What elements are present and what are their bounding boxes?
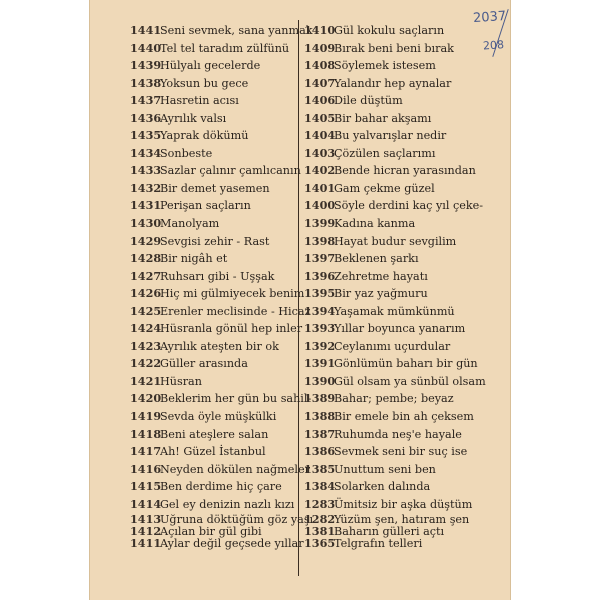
song-entry — [304, 75, 486, 93]
song-number: 1419 — [130, 409, 162, 424]
song-number: 1428 — [130, 251, 162, 266]
song-number: 1423 — [130, 338, 162, 353]
song-entry — [304, 426, 486, 444]
song-entry — [130, 197, 313, 215]
song-title: Hülyalı gecelerde — [160, 59, 261, 73]
song-number: 1435 — [130, 128, 162, 143]
song-number: 1425 — [130, 303, 162, 318]
song-entry — [304, 268, 486, 286]
song-number: 1436 — [130, 110, 162, 125]
song-number: 1408 — [304, 58, 336, 73]
song-title: Ayrılık valsı — [160, 111, 227, 125]
song-number: 1410 — [304, 23, 336, 37]
song-entry — [130, 127, 313, 145]
song-number: 1399 — [304, 216, 336, 231]
right-song-column — [304, 22, 486, 549]
song-entry — [304, 355, 486, 373]
song-title: Dile düştüm — [334, 94, 403, 108]
song-entry — [130, 75, 313, 93]
song-entry — [130, 268, 313, 286]
song-title: Sazlar çalınır çamlıcanın — [160, 164, 301, 178]
song-number: 1441 — [130, 23, 162, 37]
song-entry — [304, 145, 486, 163]
song-entry — [130, 443, 313, 461]
song-entry — [130, 162, 313, 180]
song-entry — [304, 180, 486, 198]
song-entry — [304, 250, 486, 268]
song-number: 1416 — [130, 461, 162, 476]
song-title: Unuttum seni ben — [334, 462, 436, 476]
song-entry — [304, 408, 486, 426]
song-title: Yaprak dökümü — [160, 129, 249, 143]
song-title: Erenler meclisinde - Hicaz — [160, 304, 311, 318]
song-title: Beni ateşlere salan — [160, 427, 269, 441]
song-title: Ah! Güzel İstanbul — [160, 445, 266, 459]
song-number: 1427 — [130, 268, 162, 283]
song-number: 1417 — [130, 444, 162, 459]
handwritten-subnumber: 208 — [482, 38, 505, 53]
song-title: Sevmek seni bir suç ise — [334, 445, 468, 459]
song-entry — [130, 478, 313, 496]
song-entry — [130, 22, 313, 40]
song-entry — [130, 408, 313, 426]
song-number: 1438 — [130, 75, 162, 90]
song-title: Solarken dalında — [334, 480, 431, 494]
song-title: Neyden dökülen nağmeler — [160, 462, 310, 476]
song-entry — [304, 215, 486, 233]
song-entry — [130, 40, 313, 58]
song-entry — [130, 303, 313, 321]
song-entry — [304, 303, 486, 321]
song-title: Hiç mi gülmiyecek benim — [160, 287, 305, 301]
left-song-column — [130, 22, 313, 549]
song-number: 1409 — [304, 40, 336, 55]
song-number: 1431 — [130, 198, 162, 213]
song-title: Perişan saçların — [160, 199, 251, 213]
song-title: Ruhsarı gibi - Uşşak — [160, 269, 275, 283]
song-entry — [304, 338, 486, 356]
song-entry — [130, 355, 313, 373]
song-entry — [130, 426, 313, 444]
song-entry — [130, 145, 313, 163]
handwritten-number: 2037 — [472, 8, 507, 27]
song-entry — [130, 233, 313, 251]
song-number: 1412 — [130, 524, 162, 539]
song-title: Beklerim her gün bu sahil- — [160, 392, 312, 406]
song-number: 1397 — [304, 251, 336, 266]
song-title: Hayat budur sevgilim — [334, 234, 457, 248]
song-title: Kadına kanma — [334, 217, 416, 231]
song-number: 1389 — [304, 391, 336, 406]
song-entry — [304, 461, 486, 479]
song-title: Ben derdime hiç çare — [160, 480, 282, 494]
song-number: 1414 — [130, 496, 162, 511]
song-entry — [304, 162, 486, 180]
song-entry — [304, 496, 486, 514]
song-number: 1424 — [130, 321, 162, 336]
song-entry — [130, 537, 313, 549]
song-title: Sonbeste — [160, 146, 213, 160]
song-title: Gül olsam ya sünbül olsam — [334, 374, 486, 388]
song-entry — [130, 110, 313, 128]
song-title: Gönlümün baharı bir gün — [334, 357, 478, 371]
song-number: 1421 — [130, 373, 162, 388]
song-entry — [304, 92, 486, 110]
song-entry — [304, 57, 486, 75]
song-title: Manolyam — [160, 217, 220, 231]
song-number: 1415 — [130, 479, 162, 494]
song-title: Bir nigâh et — [160, 252, 228, 266]
song-number: 1381 — [304, 524, 336, 539]
song-entry — [130, 496, 313, 514]
song-entry — [130, 285, 313, 303]
song-entry — [304, 22, 486, 40]
song-number: 1390 — [304, 373, 336, 388]
song-number: 1437 — [130, 93, 162, 108]
song-number: 1400 — [304, 198, 336, 213]
song-title: Bir yaz yağmuru — [334, 287, 428, 301]
song-entry — [304, 478, 486, 496]
song-number: 1398 — [304, 233, 336, 248]
song-number: 1401 — [304, 180, 336, 195]
song-title: Yüzüm şen, hatıram şen — [334, 513, 470, 527]
song-entry — [130, 320, 313, 338]
song-entry — [304, 197, 486, 215]
song-title: Bir bahar akşamı — [334, 111, 432, 125]
song-number: 1434 — [130, 145, 162, 160]
song-title: Bu yalvarışlar nedir — [334, 129, 447, 143]
song-number: 1420 — [130, 391, 162, 406]
song-title: Seni sevmek, sana yanmak — [160, 24, 313, 37]
song-title: Yalandır hep aynalar — [334, 76, 452, 90]
song-number: 1403 — [304, 145, 336, 160]
song-number: 1433 — [130, 163, 162, 178]
song-title: Bırak beni beni bırak — [334, 41, 454, 55]
song-number: 1395 — [304, 286, 336, 301]
song-title: Bir emele bin ah çeksem — [334, 410, 474, 424]
song-number: 1422 — [130, 356, 162, 371]
song-entry — [304, 233, 486, 251]
song-title: Ceylanımı uçurdular — [334, 339, 451, 353]
song-number: 1384 — [304, 479, 336, 494]
song-title: Gül kokulu saçların — [334, 24, 445, 37]
song-number: 1393 — [304, 321, 336, 336]
song-number: 1404 — [304, 128, 336, 143]
song-number: 1388 — [304, 409, 336, 424]
song-entry — [304, 127, 486, 145]
song-title: Beklenen şarkı — [334, 252, 419, 266]
song-entry — [130, 338, 313, 356]
song-number: 1392 — [304, 338, 336, 353]
song-entry — [304, 110, 486, 128]
song-title: Bir demet yasemen — [160, 181, 270, 195]
song-title: Sevda öyle müşkülki — [160, 410, 277, 424]
song-title: Hüsranla gönül hep inler — [160, 322, 303, 336]
song-title: Söylemek istesem — [334, 59, 436, 73]
song-number: 1413 — [130, 512, 162, 527]
song-entry — [130, 461, 313, 479]
song-title: Gel ey denizin nazlı kızı — [160, 497, 295, 511]
song-entry — [130, 250, 313, 268]
song-number: 1439 — [130, 58, 162, 73]
song-number: 1405 — [304, 110, 336, 125]
song-entry — [304, 40, 486, 58]
song-entry — [304, 373, 486, 391]
song-title: Baharın gülleri açtı — [334, 525, 445, 539]
song-title: Hüsran — [160, 374, 202, 388]
song-number: 1402 — [304, 163, 336, 178]
song-title: Çözülen saçlarımı — [334, 146, 436, 160]
song-title: Yıllar boyunca yanarım — [334, 322, 466, 336]
song-number: 1396 — [304, 268, 336, 283]
song-number: 1418 — [130, 426, 162, 441]
song-number: 1394 — [304, 303, 336, 318]
song-title: Tel tel taradım zülfünü — [160, 41, 290, 55]
song-entry — [130, 57, 313, 75]
song-title: Hasretin acısı — [160, 94, 239, 108]
song-title: Ruhumda neş'e hayale — [334, 427, 462, 441]
song-entry — [130, 180, 313, 198]
song-number: 1407 — [304, 75, 336, 90]
song-title: Gam çekme güzel — [334, 181, 435, 195]
song-title: Yoksun bu gece — [160, 76, 249, 90]
song-title: Bahar; pembe; beyaz — [334, 392, 454, 406]
song-title: Uğruna döktüğüm göz yaşı — [160, 513, 314, 527]
song-entry — [304, 390, 486, 408]
song-number: 1429 — [130, 233, 162, 248]
song-title: Ümitsiz bir aşka düştüm — [334, 497, 473, 511]
song-entry — [304, 285, 486, 303]
song-entry — [304, 320, 486, 338]
song-title: Aylar değil geçsede yıllar — [160, 537, 304, 551]
song-title: Yaşamak mümkünmü — [334, 304, 455, 318]
song-number: 1282 — [304, 512, 336, 527]
song-number: 1432 — [130, 180, 162, 195]
song-title: Açılan bir gül gibi — [160, 525, 262, 539]
song-title: Söyle derdini kaç yıl çeke- — [334, 199, 484, 213]
song-number: 1365 — [304, 536, 336, 551]
song-entry — [304, 537, 486, 549]
song-number: 1385 — [304, 461, 336, 476]
song-number: 1426 — [130, 286, 162, 301]
song-title: Zehretme hayatı — [334, 269, 428, 283]
song-entry — [130, 215, 313, 233]
song-number: 1406 — [304, 93, 336, 108]
song-number: 1387 — [304, 426, 336, 441]
song-title: Bende hicran yarasından — [334, 164, 476, 178]
song-number: 1283 — [304, 496, 336, 511]
song-number: 1391 — [304, 356, 336, 371]
song-number: 1440 — [130, 40, 162, 55]
song-number: 1430 — [130, 216, 162, 231]
song-entry — [304, 443, 486, 461]
song-title: Ayrılık ateşten bir ok — [160, 339, 279, 353]
song-number: 1386 — [304, 444, 336, 459]
song-title: Güller arasında — [160, 357, 248, 371]
song-number: 1411 — [130, 536, 162, 551]
song-entry — [130, 92, 313, 110]
song-entry — [130, 373, 313, 391]
song-title: Telgrafın telleri — [334, 537, 423, 551]
song-title: Sevgisi zehir - Rast — [160, 234, 270, 248]
song-entry — [130, 390, 313, 408]
